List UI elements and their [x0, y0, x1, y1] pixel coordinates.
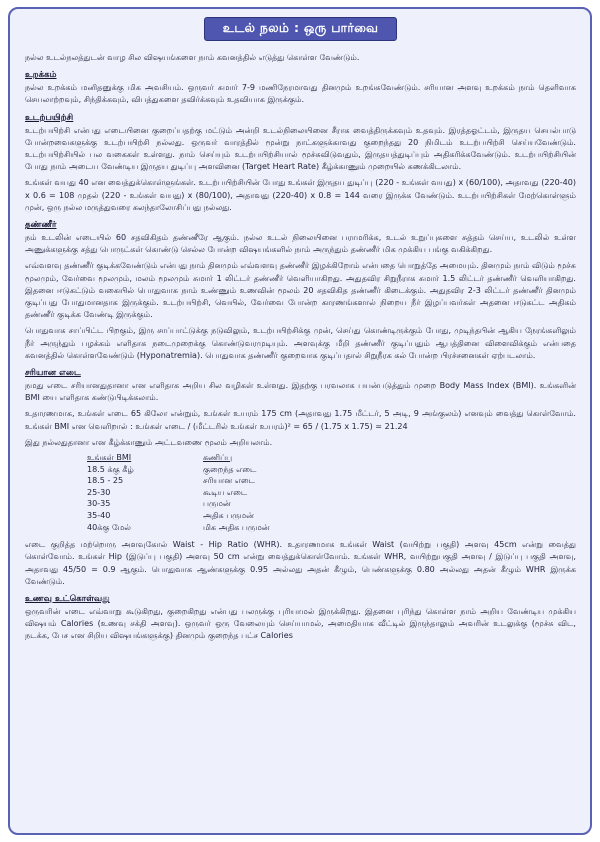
bmi-category: சரியான எடை	[203, 476, 256, 486]
bmi-range: 25-30	[87, 487, 111, 497]
content-frame	[8, 7, 592, 835]
page-title: உடல் நலம் : ஒரு பார்வை	[204, 17, 398, 41]
section-exercise	[25, 112, 576, 214]
bmi-table-header	[87, 452, 576, 464]
section-water	[25, 219, 576, 362]
table-row	[87, 464, 576, 476]
heading-water: தண்ணீர்	[25, 220, 57, 231]
bmi-range: 35-40	[87, 511, 111, 521]
bmi-table	[87, 452, 576, 533]
bmi-range: 18.5 - 25	[87, 476, 124, 486]
exercise-paragraph-1: உடற்பயிற்சி என்பது எடையினை குறைப்பதற்கு மட்டும் அன்றி உடல்நிலையினை சீராக வைத்திருக்கவும் உதவும். இரத்தஓட்டம், இருதய செயல்பாடு போன்றவைகளுக்கு உடற்பயிற்சி நல்லது. ஒருவர் வாரத்தில் மூன்று நாட்களுக்காவது குறைந்தது 20 நிமிடம் உடற்பயிற்சி செய்யவேண்டும். உடற்பயிற்சியில் பல வகைகள் உள்ளது. நாம் செய்யும் உடற்பயிற்சியால் மூச்சுவிடுவதும், இருதயத்துடிப்பும் அதிகரிக்கவேண்டும். உடற்பயிற்சியின் போது நாம் அடைய வேண்டிய இருதய துடிப்பு அளவினை (Target Heart Rate) கீழ்க்காணும் முறையில் கணக்கிடலாம்.	[25, 125, 576, 172]
table-row	[87, 522, 576, 534]
sleep-paragraph: நல்ல உறக்கம் மனிதனுக்கு மிக அவசியம். ஒருவர் சுமார் 7-9 மணிநேரமாவது தினமும் உறங்கவேண்டும். சரியான அளவு உறக்கம் நாம் தெளிவாக செயலாற்றவும், சிந்திக்கவும், விபத்துகளை தவிர்க்கவும் உதவியாக இருக்கும்.	[25, 83, 576, 105]
section-weight	[25, 367, 576, 588]
bmi-range: 30-35	[87, 499, 111, 509]
bmi-header-result: கணிப்பு	[203, 453, 233, 463]
weight-paragraph-1: நமது எடை சரியானதுதானா என எளிதாக அறிய சில வழிகள் உள்ளது. இதற்கு பரவலாக பயன்படுத்தும் முறை Body Mass Index (BMI). உங்களின் BMI யை எளிதாக கண்டுபிடிக்கலாம்.	[25, 381, 576, 403]
heading-sleep: உறக்கம்	[25, 70, 57, 81]
bmi-category: மிக அதிக பருமன்	[203, 522, 270, 532]
bmi-category: பருமன்	[203, 499, 231, 509]
diet-paragraph: ஒருவரின் எடை எவ்வாறு கூடுகிறது, குறைகிறது என்பது பலருக்கு புரியாமல் இருக்கிறது. இதனை புரிந்து கொள்ள நாம் அறிய வேண்டிய முக்கிய விஷயம் Calories (உணவு சக்தி அளவு). ஒருவர் ஒரு வேலையும் செய்யாமல், அமைதியாக வீட்டில் இருந்தாலும் அவரின் உடலுக்கு (மூச்சு விட, நடக்க, பேச என சிறிய விஷயங்களுக்கு) தினமும் குறைந்த பட்ச Calories	[25, 607, 576, 641]
table-row	[87, 487, 576, 499]
table-row	[87, 475, 576, 487]
water-paragraph-3: பொதுவாக சாப்பிட்ட பிறகும், இரு சாப்பாட்டுக்கு நடுவிலும், உடற்பயிற்சிக்கு முன், செய்து கொண்டிருக்கும் போது, முடிந்தபின் ஆகிய நேரங்களிலும் நீர் அருந்தும் பழக்கம் எளிதாக நடைமுறைக்கு கொண்டுவரமுடியும். அளவுக்கு மீறி தண்ணீர் குடிப்பதும் ஆபத்தினை விளைவிக்கும் என்பதை கவனத்தில் கொள்ளவேண்டும் (Hyponatremia). பொதுவாக தண்ணீர் குறைவாக குடிப்பதால் சிறுநீரக கல் போன்ற பிரச்சனைகள் ஏற்படலாம்.	[25, 326, 576, 360]
bmi-category: குறைந்த எடை	[203, 464, 257, 474]
table-row	[87, 510, 576, 522]
bmi-category: கூடிய எடை	[203, 487, 248, 497]
section-sleep	[25, 69, 576, 106]
weight-paragraph-3: இது நல்லதுதானா என கீழ்க்காணும் அட்டவணை மூலம் அறியலாம்.	[25, 437, 273, 447]
water-paragraph-1: நம் உடலின் எடையில் 60 சதவிகிதம் தண்ணீரே ஆகும். நல்ல உடல் நிலையினை பராமரிக்க, உடல் உறுப்புகளை சுத்தம் செய்ய, உடலில் உள்ள அணுக்களுக்கு சத்து பொருட்கள் கொண்டு செல்ல போன்ற விஷயங்களில் நாம் அருந்தும் தண்ணீர் மிக முக்கிய பங்கு வகிக்கிறது.	[25, 233, 576, 255]
bmi-range: 18.5 க்கு கீழ்	[87, 464, 134, 474]
whr-paragraph: எடை குறித்த மற்றொரு அளவுகோல் Waist - Hip Ratio (WHR). உதாரணமாக உங்கள் Waist (வயிற்று பகுதி) அளவு 45cm என்று வைத்து கொள்வோம். உங்கள் Hip (இடுப்பு பகுதி) அளவு 50 cm என்று வைத்துக்கொள்வோம். உங்கள் WHR, வயிற்றுபகுதி அளவு / இடுப்பு பகுதி அளவு, அதாவது 45/50 = 0.9 ஆகும். பொதுவாக ஆண்களுக்கு 0.95 அல்லது அதன் கீழும், பெண்களுக்கு 0.80 அல்லது அதன் கீழும் WHR இருக்க வேண்டும்.	[25, 540, 576, 586]
weight-paragraph-2: உதாரணமாக, உங்கள் எடை 65 கிலோ என்றும், உங்கள் உயரம் 175 cm (அதாவது 1.75 மீட்டர், 5 அடி, 9 அங்குலம்) எனவும் வைத்து கொள்வோம். உங்கள் BMI என வெளிறால் : உங்கள் எடை / (மீட்டரில் உங்கள் உயரம்)² = 65 / (1.75 x 1.75) = 21.24	[25, 409, 576, 431]
bmi-range: 40க்கு மேல்	[87, 522, 131, 532]
heading-diet: உணவு உட்கொள்வது	[25, 594, 110, 605]
intro-text: நல்ல உடல்நலத்துடன் வாழ சில விஷயங்களை நாம் கவனத்தில் எடுத்து கொள்ள வேண்டும்.	[25, 53, 360, 62]
bmi-header-value: உங்கள் BMI	[87, 453, 132, 463]
water-paragraph-2: எவ்வளவு தண்ணீர் குடிக்கவேண்டும் என்பது நாம் தினமும் எவ்வளவு தண்ணீர் இழக்கிறோம் என்பதை பொறுத்தே அமையும். தினமும் நாம் விடும் மூச்சு மூலமும், வேர்வை மூலமும், மலம் மூலமும் சுமார் 1 லிட்டர் தண்ணீர் வெளியாகிறது. அதுதவிர சிறுநீராக சுமார் 1.5 லிட்டர் தண்ணீர் வெளியாகிறது. இதனை ஈடுகட்டும் வகையில் பொதுவாக நாம் உண்ணும் உணவின் மூலம் 20 சதவிகித தண்ணீர் கிடைக்கும். அதுதவிர 2-3 லிட்டர் தண்ணீர் தினமும் குடிப்பது போதுமானதாக இருக்கும். உடற்பயிற்சி, வெயில், வேர்வை போன்ற காரணங்களால் நிறைய நீர் இழப்பவர்கள் அதனை ஈடுகட்ட அதிகம் தண்ணீர் குடிக்க வேண்டி இருக்கும்.	[25, 261, 576, 320]
heading-weight: சரியான எடை	[25, 368, 81, 379]
heading-exercise: உடற்பயிற்சி	[25, 112, 74, 123]
section-diet	[25, 593, 576, 643]
table-row	[87, 498, 576, 510]
bmi-category: அதிக பருமன்	[203, 511, 254, 521]
exercise-paragraph-2: உங்கள் வயது 40 என வைத்துக்கொள்ளுங்கள். உடற்பயிற்சியின் போது உங்கள் இருதய துடிப்பு (220 - உங்கள் வயது) x (60/100), அதாவது (220-40) x 0.6 = 108 முதல் (220 - உங்கள் வயது) x (80/100), அதாவது (220-40) x 0.8 = 144 வரை இருக்க வேண்டும். உடற்பயிற்சிகள் மேற்கொள்ளும் முன், ஒரு நல்ல மருத்துவரை கலந்தாலோசிப்பது நல்லது.	[25, 178, 576, 212]
